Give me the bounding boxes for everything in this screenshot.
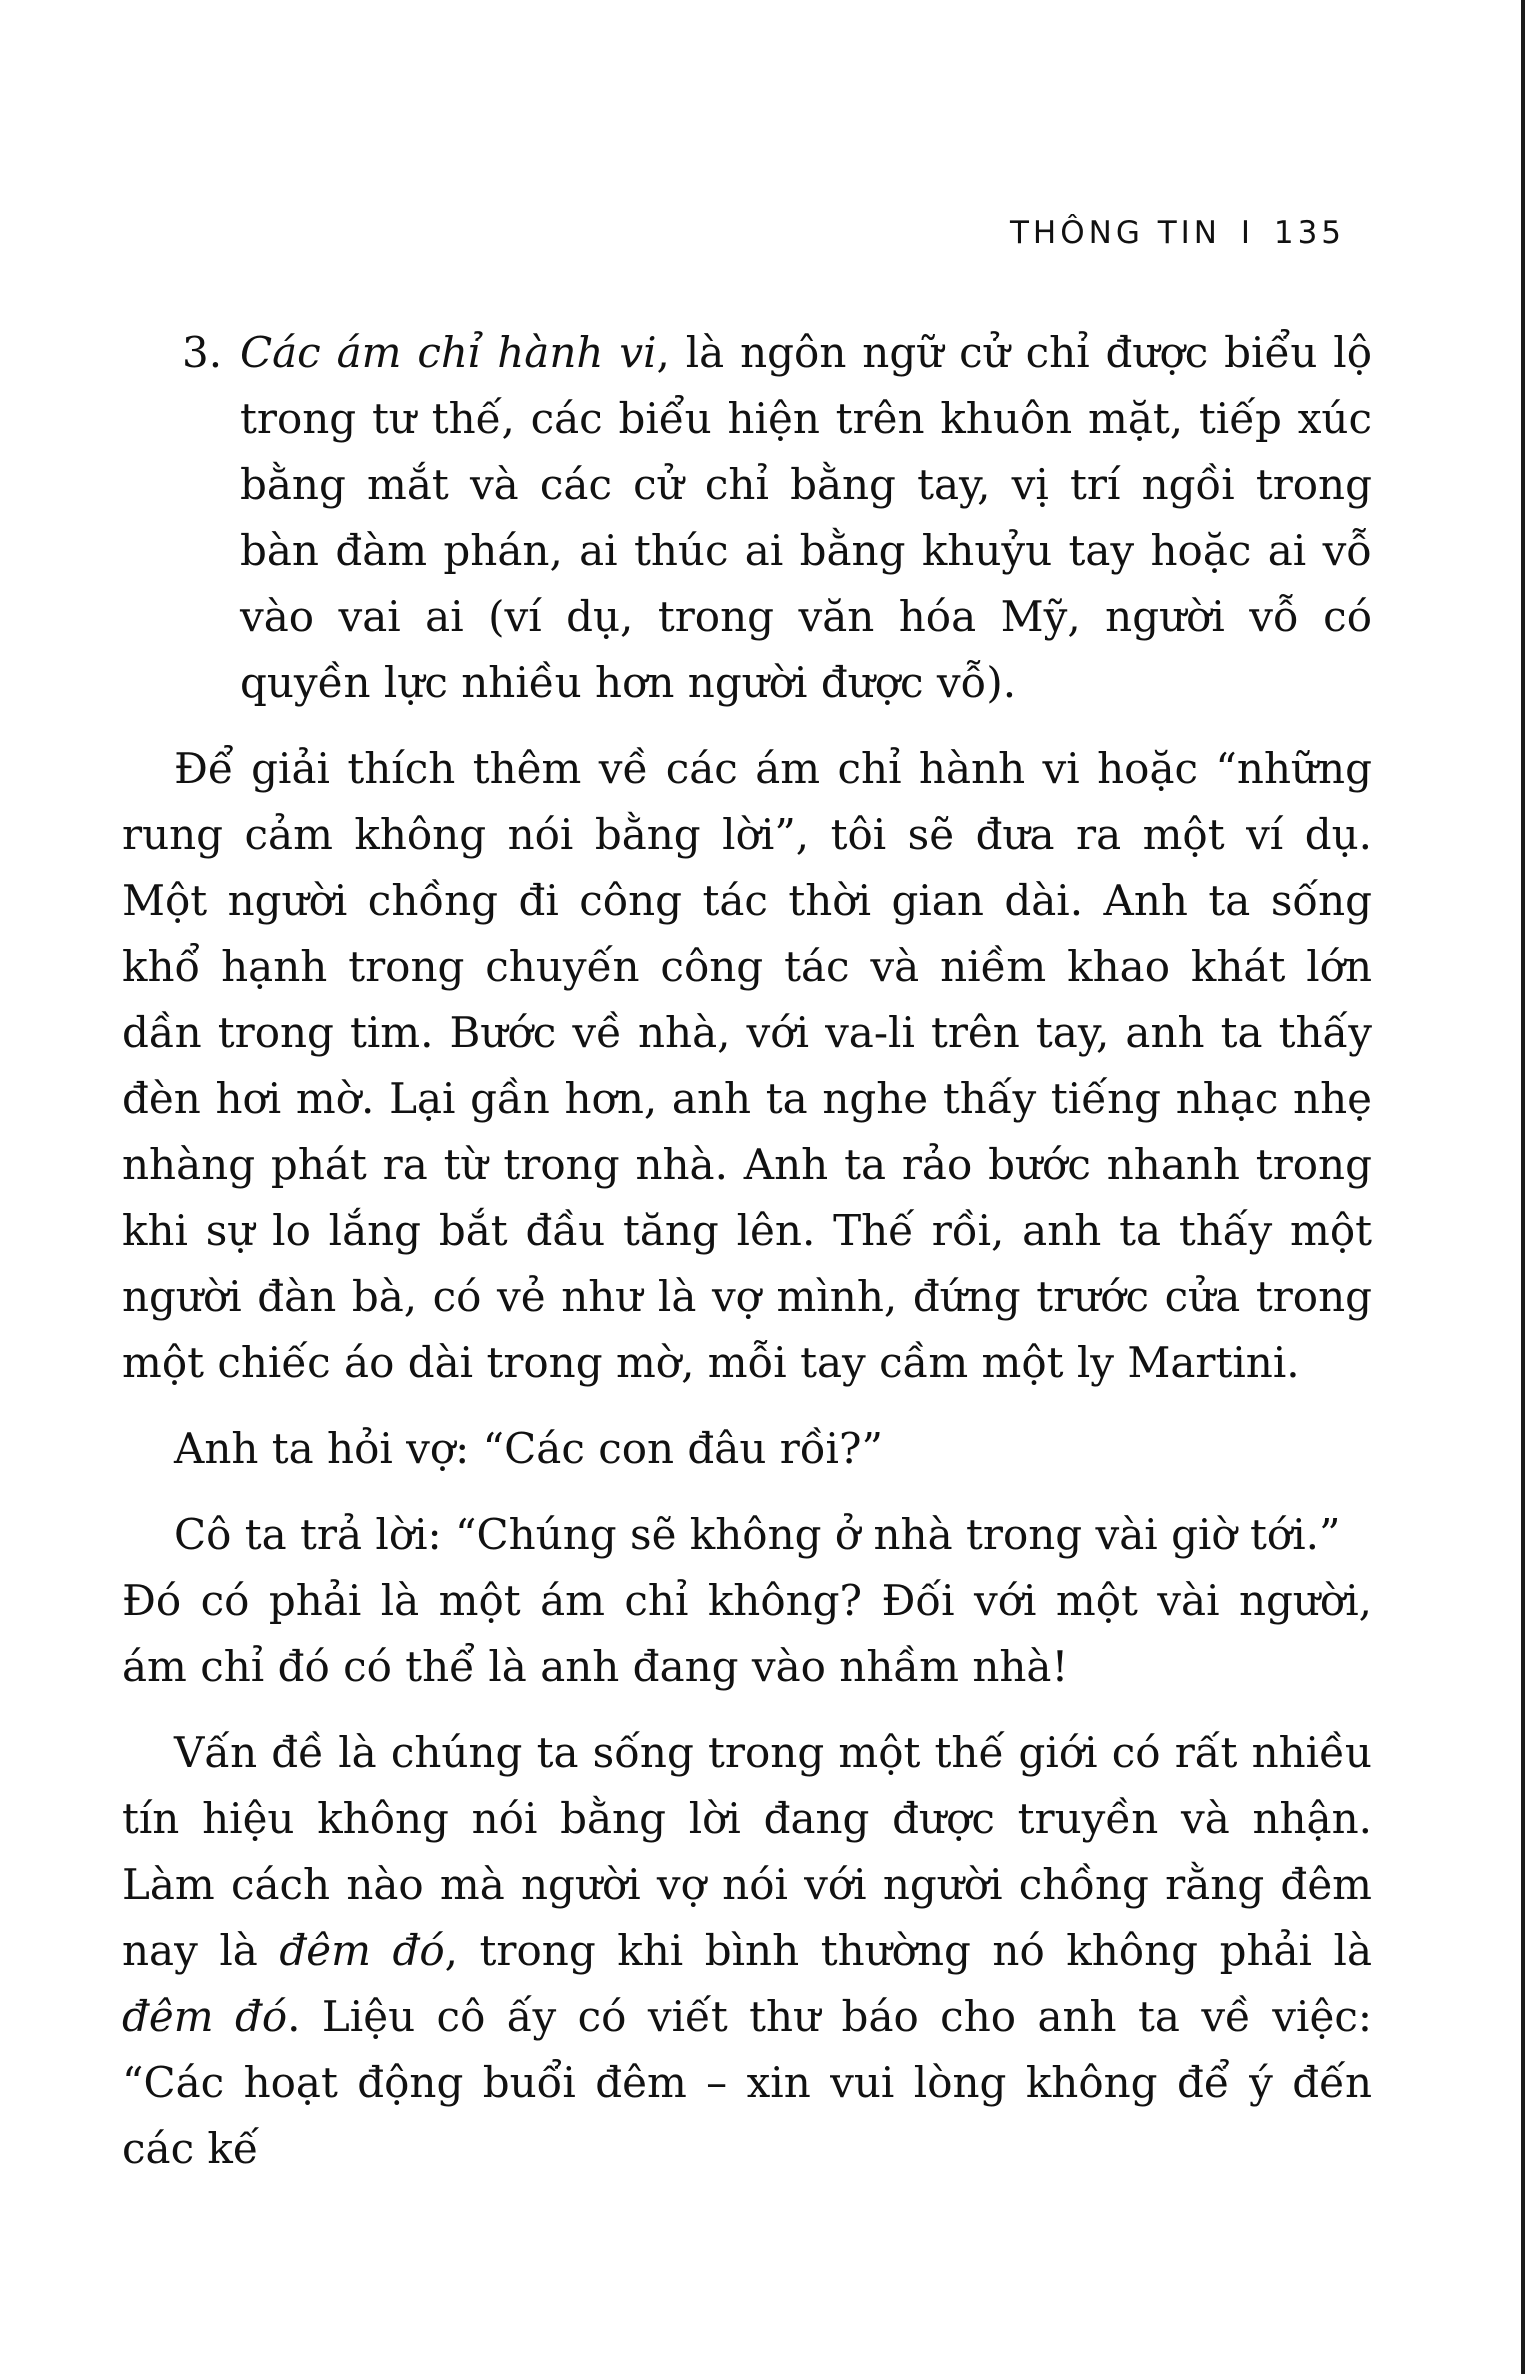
list-item-term: Các ám chỉ hành vi xyxy=(240,328,657,377)
page-number: 135 xyxy=(1273,215,1346,251)
paragraph-1: Để giải thích thêm về các ám chỉ hành vi hoặc “những rung cảm không nói bằng lời”, tôi sẽ đưa ra một ví dụ. Một người chồng đi công tác thời gian dài. Anh ta sống khổ hạnh trong chuyến công tác và niềm khao khát lớn dần trong tim. Bước về nhà, với va-li trên tay, anh ta thấy đèn hơi mờ. Lại gần hơn, anh ta nghe thấy tiếng nhạc nhẹ nhàng phát ra từ trong nhà. Anh ta rảo bước nhanh trong khi sự lo lắng bắt đầu tăng lên. Thế rồi, anh ta thấy một người đàn bà, có vẻ như là vợ mình, đứng trước cửa trong một chiếc áo dài trong mờ, mỗi tay cầm một ly Martini. xyxy=(122,744,1372,1387)
paragraph-4 xyxy=(122,1720,1372,2182)
page-edge-border xyxy=(1521,0,1525,2374)
paragraph-3b: Đó có phải là một ám chỉ không? Đối với một vài người, ám chỉ đó có thể là anh đang vào nhầm nhà! xyxy=(122,1576,1372,1691)
list-item-3 xyxy=(122,320,1372,716)
running-head-separator: I xyxy=(1240,215,1254,251)
paragraph-4-part-1: Vấn đề là chúng ta sống trong một thế giới có rất nhiều tín hiệu không nói bằng lời đang được truyền và nhận. Làm cách nào mà người vợ nói với người chồng rằng đêm nay là xyxy=(122,1728,1372,1975)
running-title: THÔNG TIN xyxy=(1010,215,1221,251)
paragraph-4-emphasis-2: đêm đó xyxy=(122,1992,288,2041)
list-item-text xyxy=(240,320,1372,716)
list-item-number: 3. xyxy=(182,328,223,377)
paragraph-4-part-2: , trong khi bình thường nó không phải là xyxy=(444,1926,1372,1975)
paragraph-4-part-3: . Liệu cô ấy có viết thư báo cho anh ta về việc: “Các hoạt động buổi đêm – xin vui lòng không để ý đến các kế xyxy=(122,1992,1372,2173)
paragraph-4-emphasis-1: đêm đó xyxy=(279,1926,445,1975)
page-body xyxy=(122,320,1372,2202)
paragraph-2: Anh ta hỏi vợ: “Các con đâu rồi?” xyxy=(174,1424,883,1473)
list-item-rest: , là ngôn ngữ cử chỉ được biểu lộ trong tư thế, các biểu hiện trên khuôn mặt, tiếp xúc bằng mắt và các cử chỉ bằng tay, vị trí ngồi trong bàn đàm phán, ai thúc ai bằng khuỷu tay hoặc ai vỗ vào vai ai (ví dụ, trong văn hóa Mỹ, người vỗ có quyền lực nhiều hơn người được vỗ). xyxy=(240,328,1372,707)
running-head xyxy=(1010,215,1345,251)
paragraph-3a: Cô ta trả lời: “Chúng sẽ không ở nhà trong vài giờ tới.” xyxy=(174,1510,1341,1559)
